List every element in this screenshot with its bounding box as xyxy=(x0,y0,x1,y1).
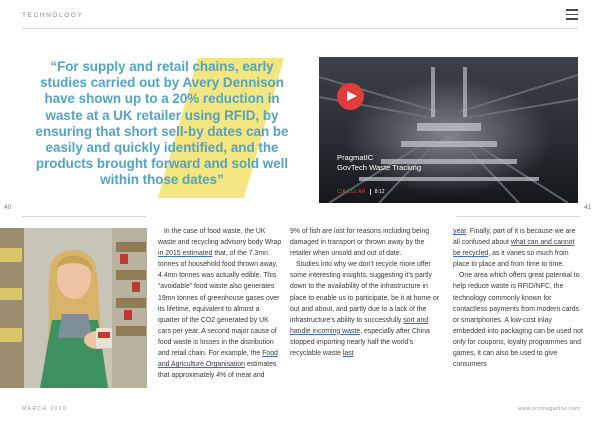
article-paragraph xyxy=(290,259,445,359)
section-label: TECHNOLOGY xyxy=(22,12,84,19)
article-paragraph: 9% of fish are lost for reasons including being damaged in transport or thrown away by the retailer when unsold and out of date. xyxy=(290,228,430,258)
video-player[interactable] xyxy=(319,57,578,203)
article-paragraph: One area which offers great potential to help reduce waste is RFID/NFC, the technology commonly known for contactless payments from modern cards or smartphones. A low-cost inlay embedded into packaging can be used not only for coupons, loyalty programmes and games, it can also be used to give consumers xyxy=(453,272,583,369)
article-text: In the case of food waste, the UK waste and recycling advisory body Wrap xyxy=(158,228,282,247)
video-thumbnail-factory xyxy=(319,57,578,203)
article-column-3 xyxy=(453,226,583,370)
woman-shopping-photo xyxy=(0,228,147,388)
header-divider xyxy=(22,28,578,29)
pull-quote: “For supply and retail chains, early studies carried out by Avery Dennison have shown up to a 20% reduction in waste at a UK retailer using RFID, by ensuring that short sell-by dates can be easily and quickly identified, and the products brought forward and sold well within those dates” xyxy=(35,59,289,188)
page-number-left: 40 xyxy=(4,204,12,211)
article-paragraph xyxy=(158,226,283,381)
article-text: , especially after China stopped importing nearly half the world’s recyclable waste xyxy=(290,327,430,358)
hamburger-menu-icon[interactable] xyxy=(566,9,578,20)
article-text: that, of the 7.3mn tonnes of household food thrown away, 4.4mn tonnes was actually edible. This “avoidable” food waste also generates 19mn tonnes of greenhouse gases over its lifetime, equivalent to almost a quarter of the CO2 generated by UK cars per year. A second major cause of food waste is losses in the distribution and retail chain. For example, the xyxy=(158,250,280,358)
link-last-year[interactable]: last xyxy=(342,350,354,358)
article-column-2 xyxy=(290,226,445,359)
link-last-year-cont[interactable]: year xyxy=(453,228,467,235)
article-text: , as it varies so much from place to place and from time to time. xyxy=(453,250,569,269)
video-badge xyxy=(337,189,385,195)
link-what-can-be-recycled[interactable]: what can and cannot be recycled xyxy=(453,239,575,258)
link-in-2015-estimated[interactable]: in 2015 estimated xyxy=(158,250,213,258)
article-column-1 xyxy=(158,226,283,381)
link-sort-handle-waste[interactable]: sort and handle incoming waste xyxy=(290,316,429,335)
page-number-right: 41 xyxy=(584,204,592,211)
article-text: estimates that approximately 4% of meat and xyxy=(158,361,277,380)
left-divider xyxy=(22,216,146,217)
play-button-icon[interactable] xyxy=(337,83,364,110)
video-brand: CIRCULAR xyxy=(337,189,366,195)
article-paragraph xyxy=(453,226,583,270)
right-divider xyxy=(456,216,580,217)
article-text: . Finally, part of it is because we are all confused about xyxy=(453,228,576,247)
video-title-line1: PragmatIC xyxy=(337,153,374,162)
article-text: Studies into why we don’t recycle more offer some interesting insights, suggesting it’s partly down to the availability of the infrastructure in place to enable us to participate, be it at home or out and about, and partly due to a lack of the infrastructure’s ability to successfully xyxy=(290,261,440,324)
video-counter: 8:12 xyxy=(374,189,385,195)
link-food-agriculture-org[interactable]: Food and Agriculture Organisation xyxy=(158,350,278,369)
badge-divider xyxy=(370,189,371,195)
video-title-line2: GovTech Waste Tracking xyxy=(337,163,422,172)
footer-issue-date: MARCH 2020 xyxy=(22,406,68,412)
footer-website[interactable]: www.scomagazine.com xyxy=(518,406,580,412)
